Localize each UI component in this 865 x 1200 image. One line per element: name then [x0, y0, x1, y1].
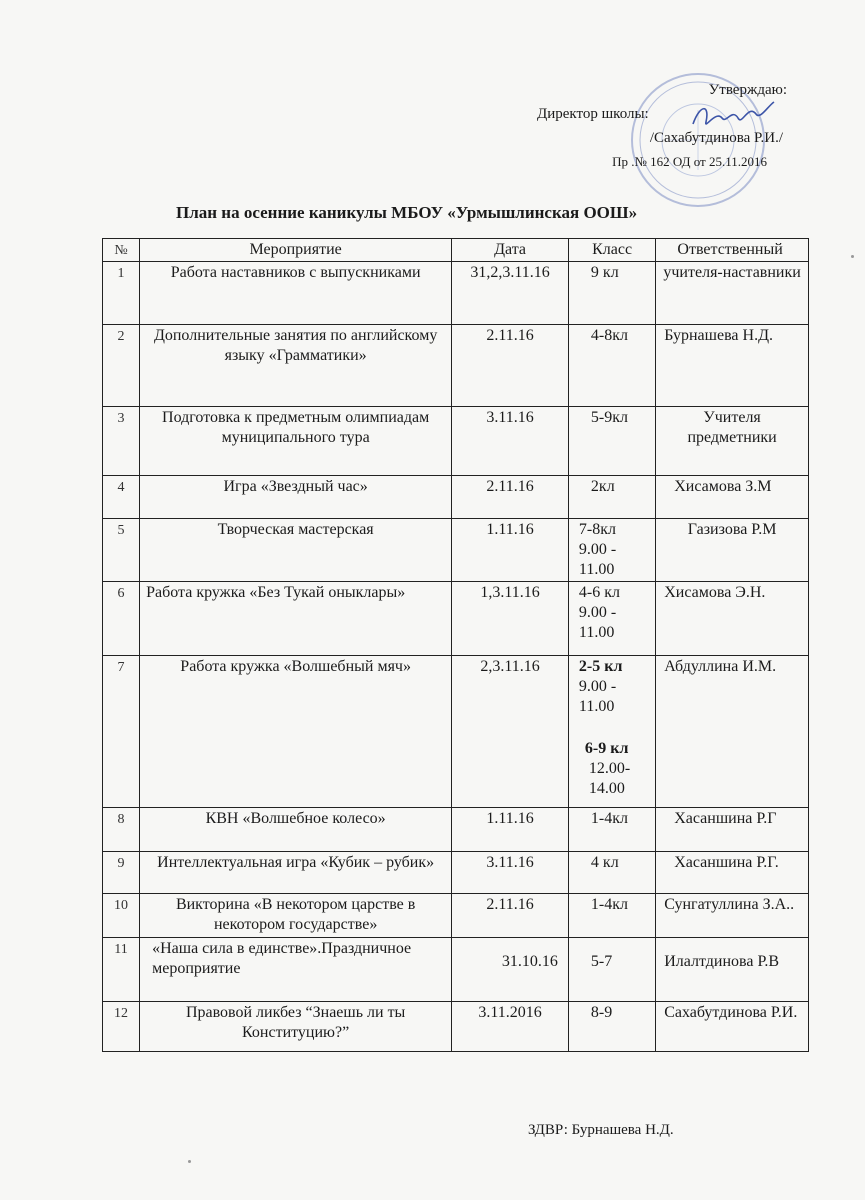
header-num: №	[103, 239, 140, 262]
row-class-time: 9.00 - 11.00	[578, 604, 617, 641]
row-class: 2кл	[568, 476, 655, 519]
row-class	[568, 519, 655, 582]
row-num: 2	[103, 325, 140, 407]
row-num: 4	[103, 476, 140, 519]
row-class: 9 кл	[568, 262, 655, 325]
row-responsible: Илалтдинова Р.В	[656, 938, 809, 1002]
table-row	[103, 325, 809, 407]
table-row	[103, 1002, 809, 1052]
row-event: Творческая мастерская	[140, 519, 452, 582]
row-responsible: Газизова Р.М	[656, 519, 809, 582]
row-event: Дополнительные занятия по английскому языку «Грамматики»	[140, 325, 452, 407]
row-num: 9	[103, 852, 140, 894]
row-class-label: 4-6 кл	[578, 584, 621, 601]
row-class: 4 кл	[568, 852, 655, 894]
row-date: 1.11.16	[452, 808, 569, 852]
row-class-time: 9.00 - 11.00	[578, 678, 617, 715]
row-num: 7	[103, 656, 140, 808]
table-row	[103, 938, 809, 1002]
table-row	[103, 407, 809, 476]
row-date: 3.11.16	[452, 852, 569, 894]
row-event: Подготовка к предметным олимпиадам муниципального тура	[140, 407, 452, 476]
header-event: Мероприятие	[140, 239, 452, 262]
row-class-time-2: 12.00-14.00	[588, 760, 631, 797]
row-num: 10	[103, 894, 140, 938]
approval-block	[507, 78, 787, 174]
table-row	[103, 656, 809, 808]
row-event: Работа кружка «Без Тукай оныклары»	[140, 582, 452, 656]
header-date: Дата	[452, 239, 569, 262]
row-responsible: учителя-наставники	[656, 262, 809, 325]
row-event: Игра «Звездный час»	[140, 476, 452, 519]
footer-signature: ЗДВР: Бурнашева Н.Д.	[528, 1122, 674, 1138]
header-responsible: Ответственный	[656, 239, 809, 262]
row-date: 31,2,3.11.16	[452, 262, 569, 325]
row-num: 3	[103, 407, 140, 476]
table-row	[103, 582, 809, 656]
row-responsible: Сахабутдинова Р.И.	[656, 1002, 809, 1052]
row-date: 31.10.16	[452, 938, 569, 1002]
row-class-label: 7-8кл	[578, 521, 617, 538]
row-responsible: Учителя предметники	[656, 407, 809, 476]
row-date: 3.11.2016	[452, 1002, 569, 1052]
row-date: 3.11.16	[452, 407, 569, 476]
page-title: План на осенние каникулы МБОУ «Урмышлинская ООШ»	[176, 203, 638, 222]
row-responsible: Хасаншина Р.Г.	[656, 852, 809, 894]
row-event: Викторина «В некотором царстве в некотором государстве»	[140, 894, 452, 938]
row-responsible: Бурнашева Н.Д.	[656, 325, 809, 407]
row-class	[568, 582, 655, 656]
row-event: КВН «Волшебное колесо»	[140, 808, 452, 852]
row-event: Работа кружка «Волшебный мяч»	[140, 656, 452, 808]
row-date: 2,3.11.16	[452, 656, 569, 808]
header-class: Класс	[568, 239, 655, 262]
order-number: Пр .№ 162 ОД от 25.11.2016	[612, 154, 767, 169]
row-num: 8	[103, 808, 140, 852]
row-event: Правовой ликбез “Знаешь ли ты Конституцию?”	[140, 1002, 452, 1052]
director-label: Директор школы:	[537, 106, 649, 122]
speck-mark	[188, 1160, 191, 1163]
row-date: 2.11.16	[452, 325, 569, 407]
approve-title: Утверждаю:	[708, 82, 787, 98]
row-class: 1-4кл	[568, 894, 655, 938]
row-date: 1.11.16	[452, 519, 569, 582]
row-responsible: Абдуллина И.М.	[656, 656, 809, 808]
row-responsible: Хисамова З.М	[656, 476, 809, 519]
table-row	[103, 476, 809, 519]
row-date: 2.11.16	[452, 476, 569, 519]
row-class: 8-9	[568, 1002, 655, 1052]
table-row	[103, 262, 809, 325]
row-event: Интеллектуальная игра «Кубик – рубик»	[140, 852, 452, 894]
row-class: 5-7	[568, 938, 655, 1002]
row-class	[568, 656, 655, 808]
table-row	[103, 852, 809, 894]
row-num: 5	[103, 519, 140, 582]
row-num: 1	[103, 262, 140, 325]
row-class-label-2: 6-9 кл	[584, 740, 629, 757]
row-event: «Наша сила в единстве».Праздничное мероприятие	[140, 938, 452, 1002]
table-row	[103, 894, 809, 938]
table-header-row	[103, 239, 809, 262]
row-date: 2.11.16	[452, 894, 569, 938]
row-class: 1-4кл	[568, 808, 655, 852]
row-event: Работа наставников с выпускниками	[140, 262, 452, 325]
row-class: 5-9кл	[568, 407, 655, 476]
director-name: /Сахабутдинова Р.И./	[649, 130, 783, 146]
row-num: 12	[103, 1002, 140, 1052]
row-class-time: 9.00 - 11.00	[578, 541, 617, 578]
row-num: 6	[103, 582, 140, 656]
row-responsible: Хасаншина Р.Г	[656, 808, 809, 852]
row-date: 1,3.11.16	[452, 582, 569, 656]
row-responsible: Сунгатуллина З.А..	[656, 894, 809, 938]
row-class: 4-8кл	[568, 325, 655, 407]
row-class-label: 2-5 кл	[578, 658, 623, 675]
row-num: 11	[103, 938, 140, 1002]
row-responsible: Хисамова Э.Н.	[656, 582, 809, 656]
table-row	[103, 519, 809, 582]
speck-mark	[851, 255, 854, 258]
table-row	[103, 808, 809, 852]
plan-table	[102, 238, 809, 1052]
